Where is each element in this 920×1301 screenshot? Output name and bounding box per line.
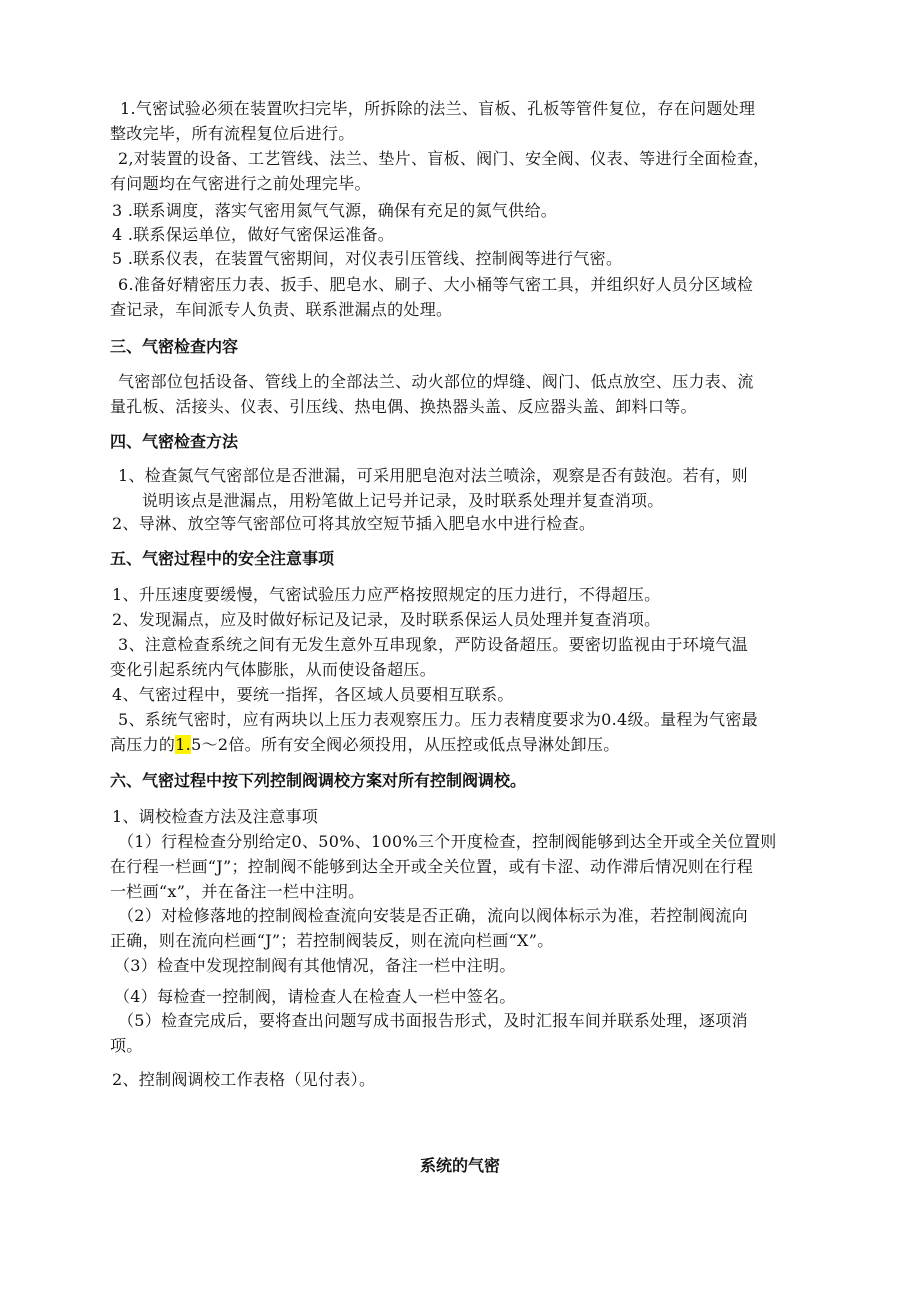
section-6-check-4-text: （4）每检查一控制阀，请检查人在检查人一栏中签名。 (114, 987, 516, 1006)
section-4-item-1 (110, 463, 838, 513)
section-3-line-1: 气密部位包括设备、管线上的全部法兰、动火部位的焊缝、阀门、低点放空、压力表、流 (118, 372, 754, 391)
prep-item-3-text: 3 .联系调度，落实气密用氮气气源，确保有充足的氮气供给。 (112, 201, 558, 220)
section-5-item-3-line-1: 3、注意检查系统之间有无发生意外互串现象，严防设备超压。要密切监视由于环境气温 (118, 635, 748, 654)
prep-item-5 (110, 246, 838, 271)
section-4-item-2 (110, 511, 838, 536)
prep-item-6-line-1: 6.准备好精密压力表、扳手、肥皂水、刷子、大小桶等气密工具，并组织好人员分区域检 (118, 275, 754, 294)
section-5-item-4 (110, 682, 838, 707)
prep-item-4 (110, 222, 838, 247)
prep-item-1-line-2: 整改完毕，所有流程复位后进行。 (110, 124, 355, 143)
section-6-check-1-line-1: （1）行程检查分别给定0、50%、100%三个开度检查，控制阀能够到达全开或全关位置则 (118, 832, 777, 851)
section-5-item-5 (110, 707, 838, 757)
section-6-check-1 (110, 829, 838, 904)
section-5-item-5-line-1: 5、系统气密时，应有两块以上压力表观察压力。压力表精度要求为0.4级。量程为气密最 (118, 710, 758, 729)
prep-item-5-text: 5 .联系仪表，在装置气密期间，对仪表引压管线、控制阀等进行气密。 (112, 249, 623, 268)
section-6-check-1-line-3: 一栏画“x”，并在备注一栏中注明。 (110, 882, 365, 901)
section-6-check-3 (110, 953, 838, 978)
section-5-item-2-text: 2、发现漏点，应及时做好标记及记录，及时联系保运人员处理并复查消项。 (112, 610, 661, 629)
section-3-body (110, 369, 838, 419)
prep-item-4-text: 4 .联系保运单位，做好气密保运准备。 (112, 225, 395, 244)
section-6-heading: 六、气密过程中按下列控制阀调校方案对所有控制阀调校。 (110, 771, 527, 790)
section-6-sub-2-text: 2、控制阀调校工作表格（见付表）。 (112, 1070, 376, 1089)
section-5-item-2 (110, 607, 838, 632)
section-6-sub-1 (110, 804, 838, 829)
section-4-item-2-text: 2、导淋、放空等气密部位可将其放空短节插入肥皂水中进行检查。 (112, 514, 596, 533)
prep-item-6 (110, 272, 838, 322)
section-3-heading: 三、气密检查内容 (110, 337, 239, 356)
section-5-item-3-line-2: 变化引起系统内气体膨胀，从而使设备超压。 (110, 660, 437, 679)
section-3-line-2: 量孔板、活接头、仪表、引压线、热电偶、换热器头盖、反应器头盖、卸料口等。 (110, 397, 697, 416)
prep-item-6-line-2: 查记录，车间派专人负责、联系泄漏点的处理。 (110, 300, 453, 319)
section-6-check-3-text: （3）检查中发现控制阀有其他情况，备注一栏中注明。 (114, 956, 516, 975)
section-5-heading: 五、气密过程中的安全注意事项 (110, 549, 335, 568)
prep-item-2 (110, 146, 838, 196)
section-6-check-5-line-1: （5）检查完成后，要将查出问题写成书面报告形式，及时汇报车间并联系处理，逐项消 (118, 1011, 748, 1030)
section-6-sub-2 (110, 1067, 838, 1092)
section-4-item-1-line-2: 说明该点是泄漏点，用粉笔做上记号并记录，及时联系处理并复查消项。 (142, 491, 664, 510)
prep-item-1-line-1: 1.气密试验必须在装置吹扫完毕，所拆除的法兰、盲板、孔板等管件复位，存在问题处理 (120, 99, 756, 118)
section-5-item-5-text-b: 5～2倍。所有安全阀必须投用，从压控或低点导淋处卸压。 (191, 735, 620, 754)
section-6-check-2-line-1: （2）对检修落地的控制阀检查流向安装是否正确，流向以阀体标示为准，若控制阀流向 (118, 906, 748, 925)
section-6-check-5-line-2: 项。 (110, 1036, 143, 1055)
section-6-check-1-line-2: 在行程一栏画“J”；控制阀不能够到达全开或全关位置，或有卡涩、动作滞后情况则在行程 (110, 857, 754, 876)
section-5-item-3 (110, 632, 838, 682)
section-6-check-5 (110, 1008, 838, 1058)
section-5-item-1 (110, 582, 838, 607)
prep-item-1 (110, 96, 838, 146)
section-6-sub-1-text: 1、调校检查方法及注意事项 (112, 807, 319, 826)
section-5-item-1-text: 1、升压速度要缓慢，气密试验压力应严格按照规定的压力进行，不得超压。 (112, 585, 661, 604)
section-4-item-1-line-1: 1、检查氮气气密部位是否泄漏，可采用肥皂泡对法兰喷涂，观察是否有鼓泡。若有，则 (118, 466, 748, 485)
prep-item-2-line-1: 2,对装置的设备、工艺管线、法兰、垫片、盲板、阀门、安全阀、仪表、等进行全面检查， (118, 149, 770, 168)
section-4-heading: 四、气密检查方法 (110, 432, 239, 451)
highlighted-text: 1. (175, 735, 192, 754)
section-5-item-4-text: 4、气密过程中，要统一指挥，各区域人员要相互联系。 (112, 685, 514, 704)
section-6-check-2-line-2: 正确，则在流向栏画“J”；若控制阀装反，则在流向栏画“X”。 (110, 931, 554, 950)
footer-section-title: 系统的气密 (419, 1156, 500, 1175)
section-6-check-4 (110, 984, 838, 1009)
section-5-item-5-line-2 (110, 732, 838, 757)
section-5-item-5-text-a: 高压力的 (110, 735, 176, 754)
prep-item-3 (110, 198, 838, 223)
prep-item-2-line-2: 有问题均在气密进行之前处理完毕。 (110, 174, 371, 193)
section-6-check-2 (110, 903, 838, 953)
